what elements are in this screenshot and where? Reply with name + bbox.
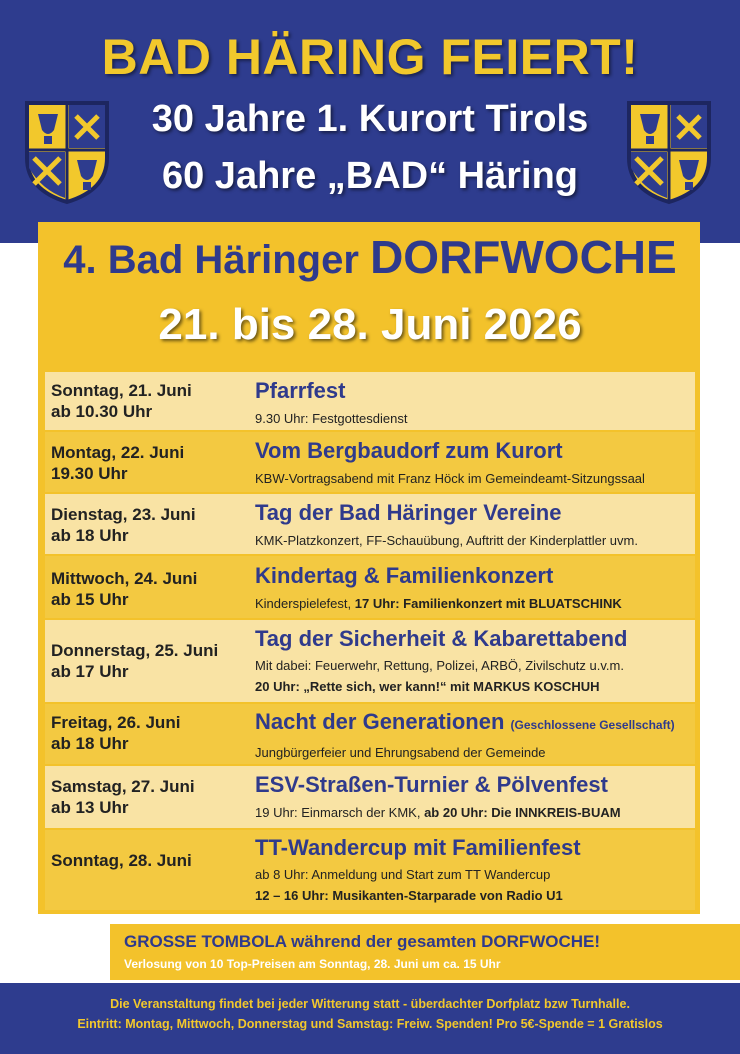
event-title: Tag der Sicherheit & Kabarettabend: [255, 626, 628, 651]
coat-of-arms-icon: [624, 98, 714, 206]
main-title: BAD HÄRING FEIERT!: [101, 29, 639, 85]
event-day: [51, 568, 197, 610]
event-details: [255, 438, 695, 487]
event-line-bold: 12 – 16 Uhr: Musikanten-Starparade von Radio U1: [255, 888, 563, 903]
event-note: (Geschlossene Gesellschaft): [510, 718, 675, 732]
subtitle-bad: 60 Jahre „BAD“ Häring: [161, 155, 578, 197]
event-line-text: Kinderspielefest,: [255, 596, 352, 611]
footer-weather-note: Die Veranstaltung findet bei jeder Witterung statt - überdachter Dorfplatz bzw Turnhalle.: [110, 997, 630, 1011]
event-line-bold: 20 Uhr: „Rette sich, wer kann!“ mit MARKUS KOSCHUH: [255, 679, 600, 694]
tombola-title: GROSSE TOMBOLA während der gesamten DORFWOCHE!: [124, 932, 601, 951]
event-line: [255, 887, 695, 904]
event-details: [255, 378, 695, 427]
event-day-label: Samstag, 27. Juni: [51, 777, 195, 796]
panel-title-big: DORFWOCHE: [370, 231, 677, 283]
event-details: [255, 563, 695, 612]
footer-admission-note: Eintritt: Montag, Mittwoch, Donnerstag und Samstag: Freiw. Spenden! Pro 5€-Spende = 1 Gratislos: [77, 1017, 663, 1031]
event-time: ab 13 Uhr: [51, 798, 129, 817]
event-title: TT-Wandercup mit Familienfest: [255, 835, 581, 860]
event-time: ab 10.30 Uhr: [51, 402, 153, 421]
event-day-label: Freitag, 26. Juni: [51, 713, 181, 732]
event-row: [45, 556, 695, 618]
subtitle-kurort: 30 Jahre 1. Kurort Tirols: [151, 98, 589, 140]
event-line: KBW-Vortragsabend mit Franz Höck im Gemeindeamt-Sitzungssaal: [255, 471, 645, 486]
event-row: [45, 620, 695, 702]
event-line: ab 8 Uhr: Anmeldung und Start zum TT Wandercup: [255, 867, 551, 882]
event-details: [255, 709, 695, 761]
event-day: [51, 504, 196, 546]
event-day: [51, 712, 180, 754]
event-day: [51, 776, 195, 818]
event-day: [51, 850, 192, 871]
tombola-banner: [110, 924, 740, 980]
event-row: [45, 766, 695, 828]
event-title: Pfarrfest: [255, 378, 346, 403]
event-line: [255, 804, 695, 821]
event-day: [51, 380, 192, 422]
event-day-label: Donnerstag, 25. Juni: [51, 641, 219, 660]
event-title: Tag der Bad Häringer Vereine: [255, 500, 562, 525]
panel-title-prefix: 4. Bad Häringer: [63, 238, 359, 282]
event-day-label: Dienstag, 23. Juni: [51, 505, 196, 524]
event-details: [255, 626, 695, 695]
event-day-label: Montag, 22. Juni: [51, 443, 185, 462]
event-day: [51, 442, 184, 484]
event-line: KMK-Platzkonzert, FF-Schauübung, Auftritt der Kinderplattler uvm.: [255, 533, 638, 548]
event-row: [45, 830, 695, 910]
event-row: [45, 494, 695, 554]
panel-title: [0, 230, 740, 284]
event-line: Mit dabei: Feuerwehr, Rettung, Polizei, ARBÖ, Zivilschutz u.v.m.: [255, 658, 624, 673]
event-time: 19.30 Uhr: [51, 464, 128, 483]
footer-banner: [0, 983, 740, 1054]
coat-of-arms-icon: [22, 98, 112, 206]
event-time: ab 17 Uhr: [51, 662, 129, 681]
event-time: ab 15 Uhr: [51, 590, 129, 609]
event-day-label: Sonntag, 21. Juni: [51, 381, 192, 400]
event-time: ab 18 Uhr: [51, 526, 129, 545]
event-line: Jungbürgerfeier und Ehrungsabend der Gemeinde: [255, 745, 546, 760]
event-line-bold: ab 20 Uhr: Die INNKREIS-BUAM: [424, 805, 621, 820]
event-title-text: Nacht der Generationen: [255, 709, 505, 734]
event-day: [51, 640, 218, 682]
event-row: [45, 704, 695, 764]
event-line-bold: 17 Uhr: Familienkonzert mit BLUATSCHINK: [354, 596, 622, 611]
event-title: Vom Bergbaudorf zum Kurort: [255, 438, 563, 463]
event-date-range: 21. bis 28. Juni 2026: [158, 300, 582, 349]
event-day-label: Mittwoch, 24. Juni: [51, 569, 198, 588]
event-title: ESV-Straßen-Turnier & Pölvenfest: [255, 772, 608, 797]
event-time: ab 18 Uhr: [51, 734, 129, 753]
event-details: [255, 500, 695, 549]
event-details: [255, 835, 695, 904]
event-line: 9.30 Uhr: Festgottesdienst: [255, 411, 408, 426]
event-line: [255, 678, 695, 695]
header-banner: [0, 0, 740, 243]
event-line-text: 19 Uhr: Einmarsch der KMK,: [255, 805, 421, 820]
event-row: [45, 372, 695, 430]
event-line: [255, 595, 695, 612]
event-title: Kindertag & Familienkonzert: [255, 563, 554, 588]
tombola-subtitle: Verlosung von 10 Top-Preisen am Sonntag, 28. Juni um ca. 15 Uhr: [124, 957, 501, 971]
event-day-label: Sonntag, 28. Juni: [51, 851, 192, 870]
event-row: [45, 432, 695, 492]
event-details: [255, 772, 695, 821]
event-title: [255, 709, 695, 738]
